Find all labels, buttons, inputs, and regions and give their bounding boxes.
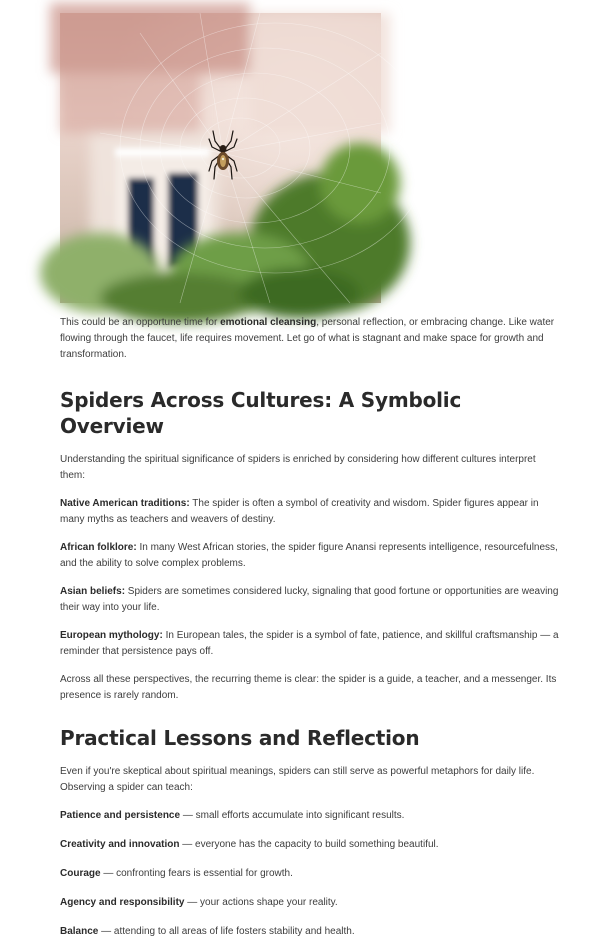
list-item: European mythology: In European tales, the spider is a symbol of fate, patience, and skillful craftsmanship — a reminder that persistence pays off.	[60, 630, 559, 657]
intro-paragraph: This could be an opportune time for emotional cleansing, personal reflection, or embracing change. Like water flowing through the faucet, life requires movement. Let go of what is stagnant and make space for growth and transformation.	[60, 317, 555, 360]
section-intro: Even if you're skeptical about spiritual meanings, spiders can still serve as powerful metaphors for daily life. Observing a spider can teach:	[60, 766, 535, 793]
article-body	[60, 315, 560, 940]
list-item: African folklore: In many West African stories, the spider figure Anansi represents intelligence, resourcefulness, and the ability to solve complex problems.	[60, 542, 558, 569]
list-item: Balance — attending to all areas of life fosters stability and health.	[60, 926, 355, 937]
section-heading-cultures: Spiders Across Cultures: A Symbolic Overview	[60, 388, 462, 438]
section-intro: Understanding the spiritual significance of spiders is enriched by considering how different cultures interpret them:	[60, 454, 536, 481]
spider-web-photo	[60, 13, 381, 303]
section-heading-lessons: Practical Lessons and Reflection	[60, 726, 420, 750]
list-item: Patience and persistence — small efforts accumulate into significant results.	[60, 810, 405, 821]
list-item: Asian beliefs: Spiders are sometimes considered lucky, signaling that good fortune or opportunities are weaving their way into your life.	[60, 586, 559, 613]
list-item: Native American traditions: The spider is often a symbol of creativity and wisdom. Spider figures appear in many myths as teachers and weavers of destiny.	[60, 498, 539, 525]
list-item: Courage — confronting fears is essential for growth.	[60, 868, 293, 879]
section-summary: Across all these perspectives, the recurring theme is clear: the spider is a guide, a teacher, and a messenger. Its presence is rarely random.	[60, 674, 557, 701]
photo-illustration	[60, 13, 381, 303]
list-item: Agency and responsibility — your actions shape your reality.	[60, 897, 338, 908]
list-item: Creativity and innovation — everyone has the capacity to build something beautiful.	[60, 839, 439, 850]
